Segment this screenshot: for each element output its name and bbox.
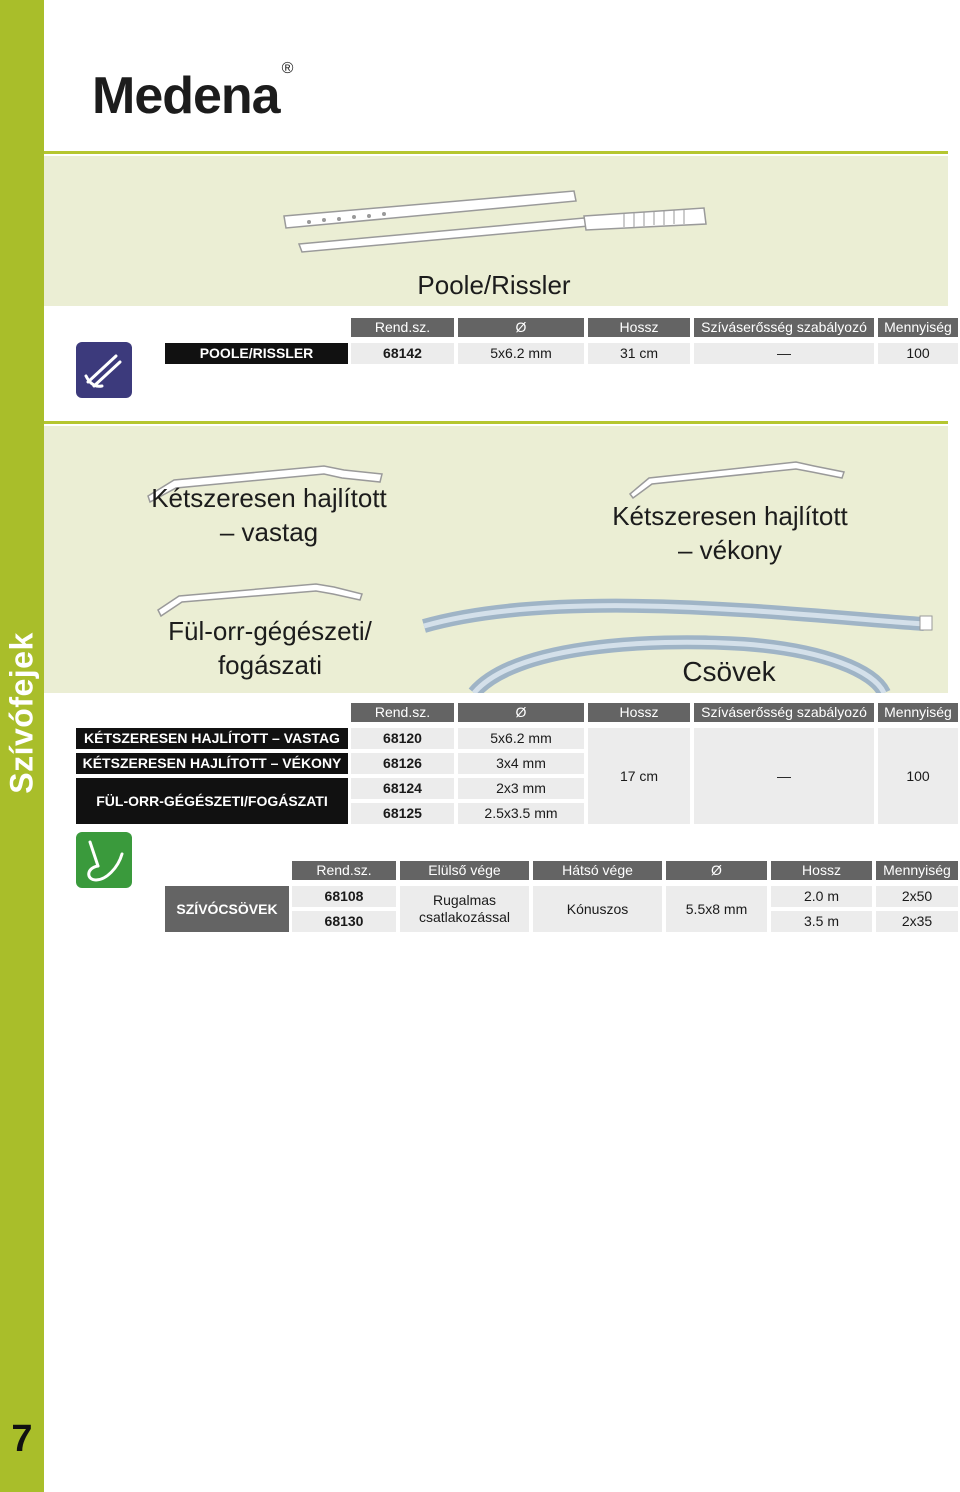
header-quantity: Mennyiség — [878, 703, 958, 722]
cell-order-number: 68108 — [292, 886, 396, 907]
header-order-number: Rend.sz. — [292, 861, 396, 880]
row-label-poole-rissler: POOLE/RISSLER — [165, 343, 348, 364]
header-suction-regulator: Szíváserősség szabályozó — [694, 318, 874, 337]
cell-diameter: 2.5x3.5 mm — [458, 803, 584, 824]
cell-length: 31 cm — [588, 343, 690, 364]
cell-quantity: 100 — [878, 728, 958, 824]
cell-diameter: 3x4 mm — [458, 753, 584, 774]
caption-double-bent-thin: Kétszeresen hajlított – vékony — [612, 501, 848, 565]
product-image-panel-tips — [44, 426, 948, 693]
cell-diameter: 5.5x8 mm — [666, 886, 767, 932]
page-number: 7 — [11, 1418, 33, 1460]
caption-ent-dental: Fül-orr-gégészeti/ fogászati — [168, 616, 372, 680]
header-length: Hossz — [588, 318, 690, 337]
cell-order-number: 68124 — [351, 778, 454, 799]
cell-order-number: 68120 — [351, 728, 454, 749]
header-length: Hossz — [588, 703, 690, 722]
header-quantity: Mennyiség — [876, 861, 958, 880]
header-order-number: Rend.sz. — [351, 703, 454, 722]
suction-tip-icon — [76, 342, 132, 398]
cell-back-end: Kónuszos — [533, 886, 662, 932]
row-label-double-bent-thick: KÉTSZERESEN HAJLÍTOTT – VASTAG — [76, 728, 348, 749]
row-label-ent-dental: FÜL-ORR-GÉGÉSZETI/FOGÁSZATI — [76, 778, 348, 824]
cell-order-number: 68126 — [351, 753, 454, 774]
header-quantity: Mennyiség — [878, 318, 958, 337]
header-back-end: Hátsó vége — [533, 861, 662, 880]
brand-logo: Medena ® — [92, 59, 293, 125]
divider-top — [44, 151, 948, 154]
product-image-panel-poole — [44, 156, 948, 306]
header-length: Hossz — [771, 861, 872, 880]
tube-icon — [76, 832, 132, 888]
cell-length: 2.0 m — [771, 886, 872, 907]
caption-tubes: Csövek — [682, 656, 776, 687]
cell-quantity: 2x35 — [876, 911, 958, 932]
cell-diameter: 5x6.2 mm — [458, 343, 584, 364]
cell-diameter: 5x6.2 mm — [458, 728, 584, 749]
header-diameter: Ø — [458, 318, 584, 337]
sidebar-title: Szívófejek — [3, 632, 40, 794]
caption-poole-rissler: Poole/Rissler — [417, 270, 571, 300]
header-front-end: Elülső vége — [400, 861, 529, 880]
cell-order-number: 68125 — [351, 803, 454, 824]
cell-order-number: 68130 — [292, 911, 396, 932]
cell-regulator: — — [694, 343, 874, 364]
cell-regulator: — — [694, 728, 874, 824]
row-label-double-bent-thin: KÉTSZERESEN HAJLÍTOTT – VÉKONY — [76, 753, 348, 774]
header-order-number: Rend.sz. — [351, 318, 454, 337]
row-label-suction-tubes: SZÍVÓCSÖVEK — [165, 886, 289, 932]
cell-length: 3.5 m — [771, 911, 872, 932]
cell-quantity: 2x50 — [876, 886, 958, 907]
cell-front-end: Rugalmas csatlakozással — [400, 886, 529, 932]
caption-double-bent-thick: Kétszeresen hajlított – vastag — [151, 483, 387, 547]
cell-order-number: 68142 — [351, 343, 454, 364]
header-diameter: Ø — [666, 861, 767, 880]
divider-middle — [44, 421, 948, 424]
header-suction-regulator: Szíváserősség szabályozó — [694, 703, 874, 722]
cell-quantity: 100 — [878, 343, 958, 364]
cell-diameter: 2x3 mm — [458, 778, 584, 799]
cell-length: 17 cm — [588, 728, 690, 824]
header-diameter: Ø — [458, 703, 584, 722]
